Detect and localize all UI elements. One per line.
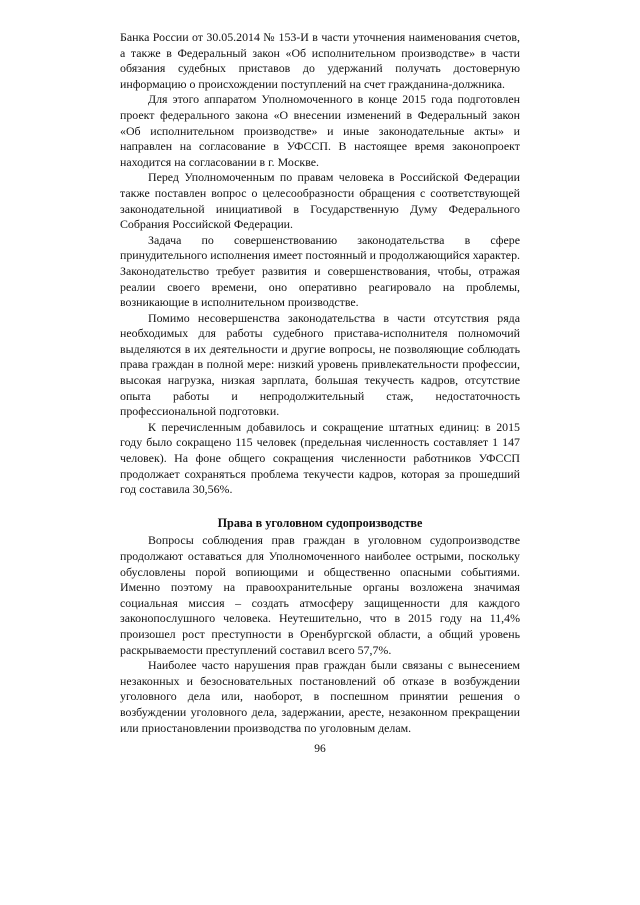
- page-number: 96: [314, 743, 326, 756]
- body-text-after: [120, 533, 520, 736]
- paragraph-5: Помимо несовершенства законодательства в части отсутствия ряда необходимых для работы судебного пристава-исполнителя полномочий выделяются в их деятельности и другие вопросы, не позволяющие соблюдать права граждан в полной мере: низкий уровень привлекательности профессии, высокая нагрузка, низкая зарплата, большая текучесть кадров, отсутствие опыта работы и непродолжительный стаж, недостаточность профессиональной подготовки.: [120, 310, 520, 419]
- paragraph-3: Перед Уполномоченным по правам человека в Российской Федерации также поставлен вопрос о целесообразности обращения с соответствующей законодательной инициативой в Государственную Думу Федерального Собрания Российской Федерации.: [120, 170, 520, 232]
- paragraph-2: Для этого аппаратом Уполномоченного в конце 2015 года подготовлен проект федерального закона «О внесении изменений в Федеральный закон «Об исполнительном производстве» и иные законодательные акты» и направлен на согласование в УФССП. В настоящее время законопроект находится на согласовании в г. Москве.: [120, 92, 520, 169]
- body-text-before: [120, 30, 520, 498]
- paragraph-4: Задача по совершенствованию законодательства в сфере принудительного исполнения имеет постоянный и продолжающийся характер. Законодательство требует развития и совершенствования, чтобы, отражая реалии своего времени, оно оперативно реагировало на проблемы, возникающие в исполнительном производстве.: [120, 232, 520, 310]
- document-page: [120, 30, 520, 758]
- paragraph-8: Наиболее часто нарушения прав граждан были связаны с вынесением незаконных и безосновательных постановлений об отказе в возбуждении уголовного дела или, наоборот, в поспешном принятии решения о возбуждении уголовного дела, задержании, аресте, незаконном прекращении или приостановлении производства по уголовным делам.: [120, 658, 520, 735]
- paragraph-7: Вопросы соблюдения прав граждан в уголовном судопроизводстве продолжают оставаться для Уполномоченного наиболее острыми, поскольку обусловлены порой вопиющими и общественно опасными событиями. Именно поэтому на правоохранительные органы возложена значимая социальная миссия – создать атмосферу защищенности для каждого законопослушного человека. Неутешительно, что в 2015 году на 11,4% произошел рост преступности в Оренбургской области, а общий уровень раскрываемости преступлений составил всего 57,7%.: [120, 533, 520, 657]
- section-heading: Права в уголовном судопроизводстве: [217, 515, 423, 530]
- paragraph-6: К перечисленным добавилось и сокращение штатных единиц: в 2015 году было сокращено 115 человек (предельная численность составляет 1 147 человек). На фоне общего сокращения численности работников УФССП продолжает сохраняться проблема текучести кадров, которая за прошедший год составила 30,56%.: [120, 419, 520, 497]
- paragraph-1: Банка России от 30.05.2014 № 153-И в части уточнения наименования счетов, а также в Федеральный закон «Об исполнительном производстве» в части обязания судебных приставов до удержаний получать достоверную информацию о происхождении поступлений на счет гражданина-должника.: [120, 30, 520, 91]
